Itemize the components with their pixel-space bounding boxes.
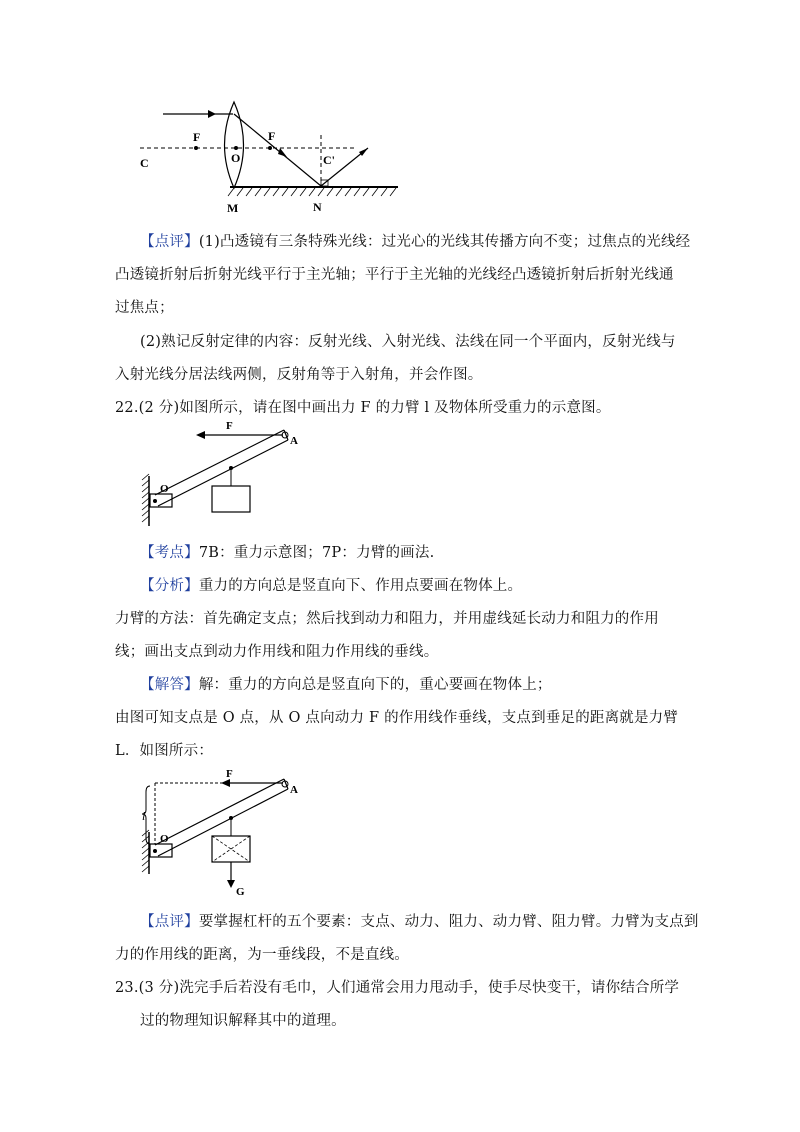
comment-line-3: 过焦点； [115, 300, 174, 316]
jieda-line-1: 【解答】解：重力的方向总是竖直向下的，重心要画在物体上； [140, 677, 552, 693]
question-23-line-2: 过的物理知识解释其中的道理。 [140, 1013, 346, 1029]
svg-text:F: F [226, 768, 233, 780]
jieda-line-3: L．如图所示： [115, 743, 214, 759]
fenxi-line-3: 线；画出支点到动力作用线和阻力作用线的垂线。 [115, 644, 439, 660]
comment-line-4: (2)熟记反射定律的内容：反射光线、入射光线、法线在同一个平面内，反射光线与 [140, 334, 676, 350]
fenxi-line-2: 力臂的方法：首先确定支点；然后找到动力和阻力，并用虚线延长动力和阻力的作用 [115, 611, 659, 627]
kaodian-line: 【考点】7B：重力示意图；7P：力臂的画法. [140, 545, 435, 561]
dianping-line-1: 【点评】要掌握杠杆的五个要素：支点、动力、阻力、动力臂、阻力臂。力臂为支点到 [140, 914, 699, 930]
lever-solution-figure [138, 762, 318, 902]
svg-text:l: l [142, 809, 146, 823]
svg-text:G: G [236, 886, 245, 898]
comment-tag: 【点评】 [140, 234, 199, 250]
svg-text:A: A [290, 784, 298, 796]
lever-figure [138, 418, 318, 530]
question-number: 23. [115, 980, 139, 996]
question-number: 22. [115, 400, 139, 416]
svg-text:O: O [160, 833, 169, 845]
svg-text:C: C [140, 156, 149, 170]
lens-reflection-figure [130, 95, 410, 215]
dianping-line-2: 力的作用线的距离，为一垂线段，不是直线。 [115, 947, 409, 963]
svg-text:A: A [290, 435, 298, 447]
question-22: 22.(2 分)如图所示，请在图中画出力 F 的力臂 l 及物体所受重力的示意图。 [115, 400, 611, 416]
svg-text:M: M [227, 201, 239, 215]
svg-text:O: O [160, 483, 169, 495]
svg-text:F: F [193, 130, 201, 144]
svg-text:F: F [226, 420, 233, 432]
svg-text:N: N [313, 200, 322, 214]
jieda-line-2: 由图可知支点是 O 点，从 O 点向动力 F 的作用线作垂线，支点到垂足的距离就是力臂 [115, 710, 679, 726]
comment-line-1: 【点评】(1)凸透镜有三条特殊光线：过光心的光线其传播方向不变；过焦点的光线经 [140, 234, 691, 250]
comment-line-2: 凸透镜折射后折射光线平行于主光轴；平行于主光轴的光线经凸透镜折射后折射光线通 [115, 267, 674, 283]
fenxi-line-1: 【分析】重力的方向总是竖直向下、作用点要画在物体上。 [140, 578, 523, 594]
svg-text:O: O [231, 151, 241, 165]
svg-text:C': C' [323, 153, 335, 167]
svg-text:F: F [268, 129, 276, 143]
comment-line-5: 入射光线分居法线两侧，反射角等于入射角，并会作图。 [115, 367, 483, 383]
question-23: 23.(3 分)洗完手后若没有毛巾，人们通常会用力甩动手，使手尽快变干，请你结合所学 [115, 980, 680, 996]
